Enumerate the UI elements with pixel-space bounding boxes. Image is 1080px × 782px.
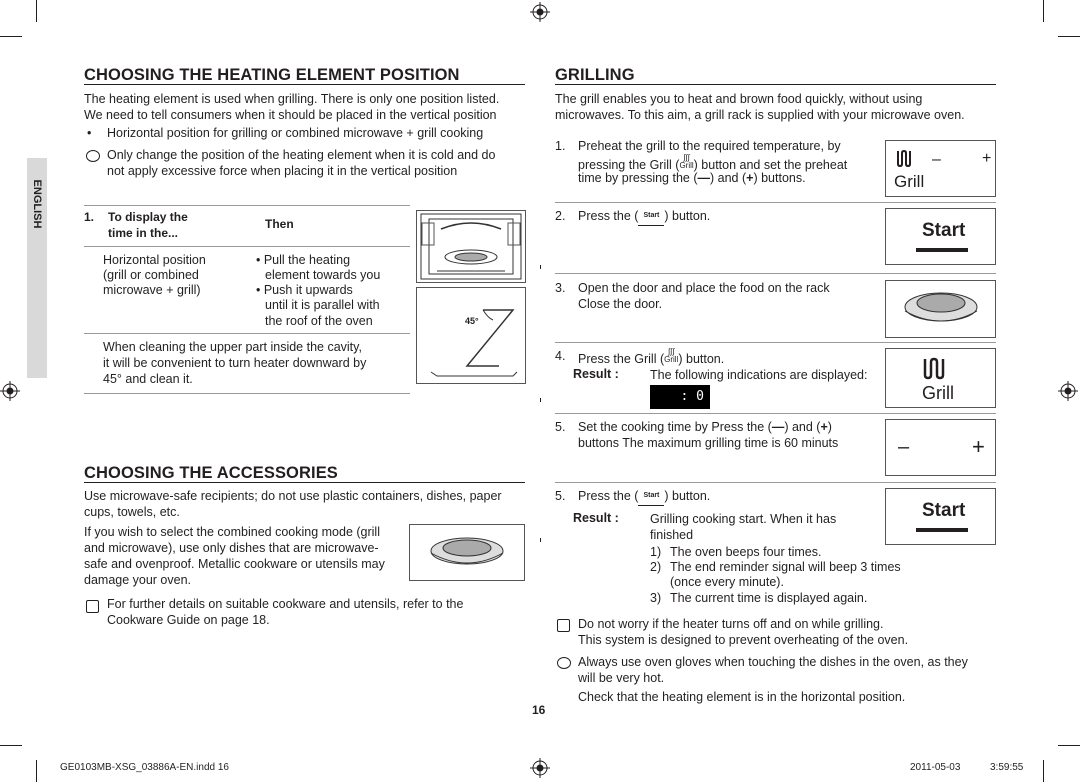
- plus-icon: +: [820, 420, 828, 434]
- hand-icon: [557, 657, 571, 669]
- step5a-b: ) and (: [784, 420, 821, 434]
- heating-intro-1: The heating element is used when grilling. There is only one position listed.: [84, 92, 500, 106]
- list-text-3: (once every minute).: [670, 575, 784, 589]
- step1-line2-b: ) button and set the preheat: [693, 158, 848, 172]
- grilling-intro-2: microwaves. To this aim, a grill rack is supplied with your microwave oven.: [555, 108, 965, 122]
- list-text-1: The oven beeps four times.: [670, 545, 822, 559]
- acc-para-1: If you wish to select the combined cooking mode (grill: [84, 525, 380, 539]
- dish-icon: [410, 525, 524, 580]
- cleaning-3: 45° and clean it.: [103, 372, 193, 386]
- heater-angle-illustration: [416, 287, 526, 384]
- plus-icon: +: [982, 150, 992, 167]
- acc-para-4: damage your oven.: [84, 573, 192, 587]
- acc-line-2: cups, towels, etc.: [84, 505, 180, 519]
- crop-mark: [0, 36, 22, 37]
- step4-b: ) button.: [678, 352, 725, 366]
- plus-icon: +: [972, 434, 985, 459]
- step2-a: Press the (: [578, 209, 639, 223]
- acc-para-3: safe and ovenproof. Metallic cookware or utensils may: [84, 557, 385, 571]
- heating-note-2: not apply excessive force when placing it in the vertical position: [107, 164, 458, 178]
- step5b-a: Press the (: [578, 489, 639, 503]
- acc-note-1: For further details on suitable cookware and utensils, refer to the: [107, 597, 464, 611]
- footer-date: 2011-05-03: [910, 762, 961, 773]
- acc-para-2: and microwave), use only dishes that are microwave-: [84, 541, 379, 555]
- grill-icon: ∫∫∫ Grill: [664, 347, 679, 364]
- note-icon: [86, 600, 99, 613]
- step1-line1: Preheat the grill to the required temperature, by: [578, 139, 841, 153]
- step5a-line1: [578, 419, 832, 435]
- step2-num: 2.: [555, 209, 566, 223]
- check-line: Check that the heating element is in the horizontal position.: [578, 690, 906, 704]
- heating-note-1: Only change the position of the heating element when it is cold and do: [107, 148, 496, 162]
- crop-mark: [1043, 0, 1044, 22]
- grill-icon: ∫∫∫ Grill: [679, 153, 694, 170]
- row1-col2-3: • Push it upwards: [256, 283, 353, 297]
- step5b-num: 5.: [555, 489, 566, 503]
- start-label: Start: [922, 220, 966, 241]
- step5b-result-2: finished: [650, 528, 694, 542]
- step4-a: Press the Grill (: [578, 352, 665, 366]
- crosshair-icon: [530, 2, 550, 22]
- list-text-2: The end reminder signal will beep 3 times: [670, 560, 901, 574]
- crosshair-icon: [530, 758, 550, 778]
- start-label: Start: [922, 500, 966, 521]
- start-key-icon: Start: [638, 208, 664, 226]
- glove-note-1: Always use oven gloves when touching the dishes in the oven, as they: [578, 655, 968, 669]
- heater-angle-icon: [417, 288, 525, 383]
- table-col2-head: Then: [265, 217, 294, 231]
- language-tab: [27, 158, 47, 378]
- rack-illustration: [885, 280, 996, 338]
- hand-icon: [86, 150, 100, 162]
- step5a-num: 5.: [555, 420, 566, 434]
- grill-wave-icon: [896, 148, 916, 168]
- row1-col1-1: Horizontal position: [103, 253, 206, 267]
- grill-label: Grill: [922, 383, 954, 403]
- acc-note-2: Cookware Guide on page 18.: [107, 613, 270, 627]
- row1-col2-4: until it is parallel with: [265, 298, 380, 312]
- step3-line2: Close the door.: [578, 297, 663, 311]
- list-num-2: 2): [650, 560, 662, 574]
- crop-mark: [1043, 760, 1044, 782]
- row1-col2-1: • Pull the heating: [256, 253, 351, 267]
- table-col1-head-1: To display the: [108, 210, 188, 224]
- oven-illustration: [416, 210, 526, 283]
- step1-line3-c: ) buttons.: [753, 171, 806, 185]
- step4-result-text: The following indications are displayed:: [650, 368, 868, 382]
- plus-icon: +: [746, 171, 754, 185]
- step3-line1: Open the door and place the food on the rack: [578, 281, 830, 295]
- list-num-4: 3): [650, 591, 662, 605]
- dish-illustration: [409, 524, 525, 581]
- language-label: ENGLISH: [31, 179, 43, 229]
- heating-bullet: Horizontal position for grilling or combined microwave + grill cooking: [107, 126, 484, 140]
- oven-cavity-icon: [417, 211, 525, 282]
- grill-icon-label: Grill: [679, 161, 694, 170]
- minus-icon: —: [771, 420, 785, 434]
- grill-rack-icon: [886, 281, 995, 337]
- grill-note-2: This system is designed to prevent overheating of the oven.: [578, 633, 909, 647]
- table-step: 1.: [84, 210, 95, 224]
- footer-time: 3:59:55: [990, 762, 1024, 773]
- cleaning-2: it will be convenient to turn heater downward by: [103, 356, 367, 370]
- grilling-intro-1: The grill enables you to heat and brown food quickly, without using: [555, 92, 923, 106]
- step5a-line2: buttons The maximum grilling time is 60 minuts: [578, 436, 839, 450]
- time-panel: [885, 419, 996, 476]
- table-col1-head-2: time in the...: [108, 226, 179, 240]
- row1-col1-3: microwave + grill): [103, 283, 201, 297]
- step1-num: 1.: [555, 139, 566, 153]
- heating-intro-2: We need to tell consumers when it should be placed in the vertical position: [84, 108, 497, 122]
- heating-title: CHOOSING THE HEATING ELEMENT POSITION: [84, 66, 460, 84]
- crop-mark: [1058, 745, 1080, 746]
- step5a-a: Set the cooking time by Press the (: [578, 420, 772, 434]
- start-panel-1: [885, 208, 996, 265]
- crop-mark: [1058, 36, 1080, 37]
- grill-note-1: Do not worry if the heater turns off and on while grilling.: [578, 617, 884, 631]
- acc-line-1: Use microwave-safe recipients; do not use plastic containers, dishes, paper: [84, 489, 502, 503]
- minus-icon: –: [898, 436, 910, 458]
- grill-wave-icon: [922, 355, 948, 381]
- step4-num: 4.: [555, 349, 566, 363]
- glove-note-2: will be very hot.: [578, 671, 665, 685]
- step1-line2-a: pressing the Grill (: [578, 158, 680, 172]
- page-number: 16: [532, 703, 546, 717]
- crop-mark: [36, 760, 37, 782]
- cleaning-1: When cleaning the upper part inside the cavity,: [103, 340, 362, 354]
- minus-icon: –: [932, 151, 941, 168]
- grill-panel-1: [885, 140, 996, 197]
- grill-label: Grill: [894, 172, 925, 191]
- angle-label: 45°: [465, 316, 479, 326]
- crosshair-icon: [1058, 381, 1078, 401]
- step5a-c: ): [827, 420, 832, 434]
- crop-mark: [36, 0, 37, 22]
- grilling-title: GRILLING: [555, 66, 635, 84]
- lcd-display: [650, 385, 710, 409]
- step5b-result-label: Result :: [573, 511, 619, 525]
- step1-line3-a: time by pressing the (: [578, 171, 698, 185]
- step1-line3: [578, 170, 806, 186]
- row1-col1-2: (grill or combined: [103, 268, 199, 282]
- start-key-icon: Start: [638, 488, 664, 506]
- step1-line3-b: ) and (: [710, 171, 747, 185]
- lcd-text: : 0: [680, 389, 704, 404]
- step3-num: 3.: [555, 281, 566, 295]
- minus-icon: —: [697, 171, 710, 185]
- row1-col2-2: element towards you: [265, 268, 381, 282]
- crosshair-icon: [0, 381, 20, 401]
- bullet-dot: •: [87, 126, 92, 140]
- list-num-1: 1): [650, 545, 662, 559]
- start-underline: [916, 528, 968, 532]
- accessories-title: CHOOSING THE ACCESSORIES: [84, 464, 338, 482]
- note-icon: [557, 619, 570, 632]
- step5b-line: [578, 488, 710, 506]
- grill-panel-2: [885, 348, 996, 408]
- step2-b: ) button.: [664, 209, 711, 223]
- grill-icon-label: Grill: [664, 355, 679, 364]
- footer-file: GE0103MB-XSG_03886A-EN.indd 16: [60, 762, 229, 773]
- start-panel-2: [885, 488, 996, 545]
- list-text-4: The current time is displayed again.: [670, 591, 868, 605]
- step5b-result-1: Grilling cooking start. When it has: [650, 512, 837, 526]
- step5b-b: ) button.: [664, 489, 711, 503]
- step4-result-label: Result :: [573, 367, 619, 381]
- crop-mark: [0, 745, 22, 746]
- row1-col2-5: the roof of the oven: [265, 314, 373, 328]
- step2-line: [578, 208, 710, 226]
- step4-line: [578, 348, 724, 367]
- start-underline: [916, 248, 968, 252]
